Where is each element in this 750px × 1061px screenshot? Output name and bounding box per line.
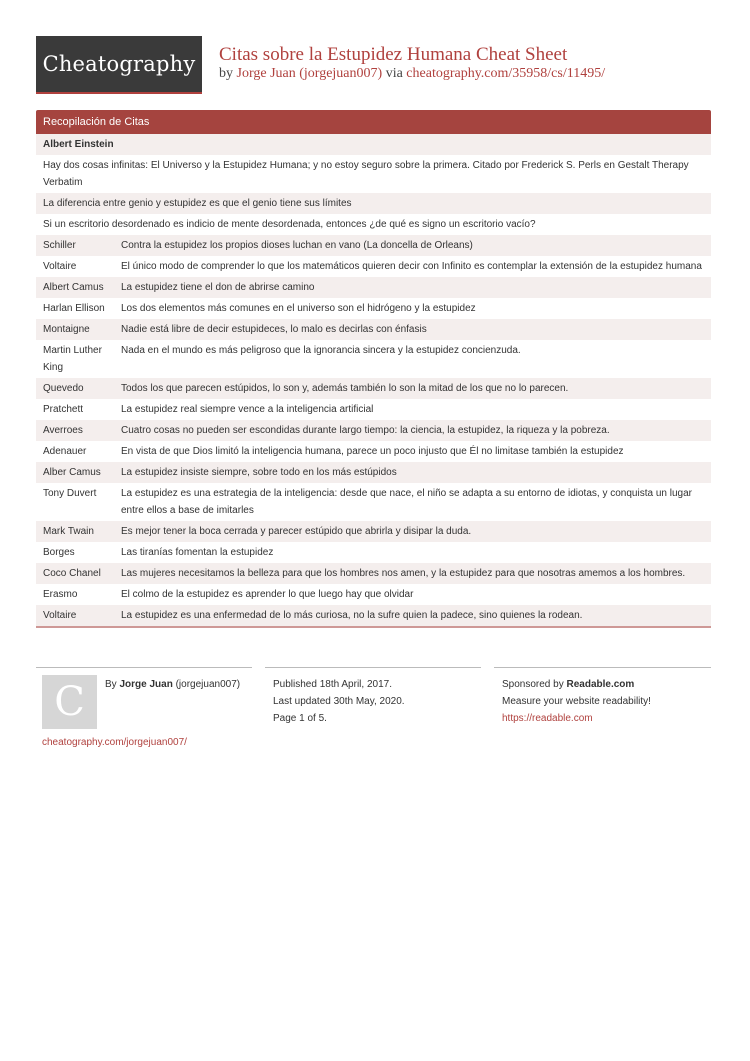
sponsor-tagline: Measure your website readability! xyxy=(502,696,651,707)
quote-text: Contra la estupidez los propios dioses luchan en vano (La doncella de Orleans) xyxy=(121,240,473,251)
quote-author: Mark Twain xyxy=(43,526,94,537)
table-row xyxy=(36,235,711,256)
quote-group-author: Albert Einstein xyxy=(43,139,114,150)
table-row xyxy=(36,298,711,319)
quote-text: La diferencia entre genio y estupidez es que el genio tiene sus límites xyxy=(43,198,352,209)
table-row xyxy=(36,605,711,626)
footer-author-name[interactable]: Jorge Juan xyxy=(119,679,173,690)
quote-author: Montaigne xyxy=(43,324,90,335)
quote-text: Si un escritorio desordenado es indicio de mente desordenada, entonces ¿de qué es signo un escritorio vacío? xyxy=(43,219,536,230)
logo-text: Cheatography xyxy=(42,52,196,76)
quote-author: Albert Camus xyxy=(43,282,104,293)
by-prefix: by xyxy=(219,66,233,81)
table-row xyxy=(36,521,711,542)
quote-text: La estupidez tiene el don de abrirse camino xyxy=(121,282,315,293)
quote-author: Averroes xyxy=(43,425,83,436)
quote-text: El colmo de la estupidez es aprender lo que luego hay que olvidar xyxy=(121,589,414,600)
avatar-letter: C xyxy=(54,679,85,725)
table-row xyxy=(36,420,711,441)
quote-text: Los dos elementos más comunes en el universo son el hidrógeno y la estupidez xyxy=(121,303,476,314)
quote-text: La estupidez insiste siempre, sobre todo en los más estúpidos xyxy=(121,467,397,478)
footer-author-handle: (jorgejuan007) xyxy=(175,679,241,690)
quote-text: El único modo de comprender lo que los matemáticos quieren decir con Infinito es contemplar la extensión de la estupidez humana xyxy=(121,261,702,272)
section-bottom-rule xyxy=(36,626,711,628)
quote-author: Harlan Ellison xyxy=(43,303,105,314)
author-link[interactable]: Jorge Juan (jorgejuan007) xyxy=(236,66,383,81)
footer-author xyxy=(105,676,240,693)
table-row xyxy=(36,214,711,235)
quote-author: Martin Luther King xyxy=(43,345,102,373)
quote-author: Voltaire xyxy=(43,610,77,621)
table-row xyxy=(36,399,711,420)
table-row xyxy=(36,563,711,584)
quote-author: Quevedo xyxy=(43,383,84,394)
footer-divider xyxy=(36,667,711,668)
quote-text: Es mejor tener la boca cerrada y parecer estúpido que abrirla y disipar la duda. xyxy=(121,526,472,537)
quote-text: Las tiranías fomentan la estupidez xyxy=(121,547,274,558)
footer-rule-2 xyxy=(265,667,481,668)
page-number: Page 1 of 5. xyxy=(273,713,327,724)
quote-text: En vista de que Dios limitó la inteligencia humana, parece un poco injusto que Él no limitase también la estupidez xyxy=(121,446,624,457)
table-row xyxy=(36,340,711,378)
quotes-section xyxy=(36,110,711,628)
footer-by: By xyxy=(105,679,117,690)
footer-rule-1 xyxy=(36,667,252,668)
section-header: Recopilación de Citas xyxy=(36,110,711,134)
quote-author: Adenauer xyxy=(43,446,87,457)
byline xyxy=(219,66,605,82)
page-title: Citas sobre la Estupidez Humana Cheat Sheet xyxy=(219,44,568,65)
table-row xyxy=(36,378,711,399)
quote-author: Voltaire xyxy=(43,261,77,272)
footer-rule-3 xyxy=(494,667,711,668)
table-row xyxy=(36,319,711,340)
sheet-url-link[interactable]: cheatography.com/35958/cs/11495/ xyxy=(406,66,606,81)
quote-author: Alber Camus xyxy=(43,467,101,478)
sponsor-name[interactable]: Readable.com xyxy=(566,679,635,690)
updated-date: Last updated 30th May, 2020. xyxy=(273,696,405,707)
cheatography-logo[interactable] xyxy=(36,36,202,92)
author-profile-link[interactable]: cheatography.com/jorgejuan007/ xyxy=(42,737,187,748)
table-row xyxy=(36,542,711,563)
quote-author: Pratchett xyxy=(43,404,84,415)
table-row xyxy=(36,256,711,277)
sponsor-link[interactable]: https://readable.com xyxy=(502,713,593,724)
table-row xyxy=(36,483,711,521)
table-row xyxy=(36,277,711,298)
quote-author: Tony Duvert xyxy=(43,488,97,499)
table-row xyxy=(36,584,711,605)
quote-author: Erasmo xyxy=(43,589,78,600)
via-text: via xyxy=(385,66,403,81)
quote-text: Cuatro cosas no pueden ser escondidas durante largo tiempo: la ciencia, la estupidez, la riqueza y la pobreza. xyxy=(121,425,610,436)
quote-text: La estupidez real siempre vence a la inteligencia artificial xyxy=(121,404,374,415)
quotes-table xyxy=(36,134,711,626)
table-row xyxy=(36,155,711,193)
quote-author: Borges xyxy=(43,547,75,558)
quote-text: La estupidez es una enfermedad de lo más curiosa, no la sufre quien la padece, sino quienes la rodean. xyxy=(121,610,583,621)
avatar[interactable] xyxy=(42,675,97,729)
table-row xyxy=(36,193,711,214)
published-date: Published 18th April, 2017. xyxy=(273,679,392,690)
table-row xyxy=(36,134,711,155)
quote-text: Hay dos cosas infinitas: El Universo y la Estupidez Humana; y no estoy seguro sobre la primera. Citado por Frederick S. Perls en Gestalt Therapy Verbatim xyxy=(43,160,689,188)
quote-author: Coco Chanel xyxy=(43,568,101,579)
sponsored-prefix: Sponsored by xyxy=(502,679,564,690)
quote-text: Todos los que parecen estúpidos, lo son y, además también lo son la mitad de los que no lo parecen. xyxy=(121,383,569,394)
quote-author: Schiller xyxy=(43,240,76,251)
quote-text: Las mujeres necesitamos la belleza para que los hombres nos amen, y la estupidez para que nosotras amemos a los hombres. xyxy=(121,568,686,579)
table-row xyxy=(36,462,711,483)
quote-text: La estupidez es una estrategia de la inteligencia: desde que nace, el niño se adapta a su entorno de idiotas, y conquista un lugar entre ellos a base de imitarles xyxy=(121,488,692,516)
quote-text: Nada en el mundo es más peligroso que la ignorancia sincera y la estupidez concienzuda. xyxy=(121,345,521,356)
footer-dates xyxy=(273,676,405,727)
table-row xyxy=(36,441,711,462)
quote-text: Nadie está libre de decir estupideces, lo malo es decirlas con énfasis xyxy=(121,324,427,335)
footer-sponsor xyxy=(502,676,651,727)
